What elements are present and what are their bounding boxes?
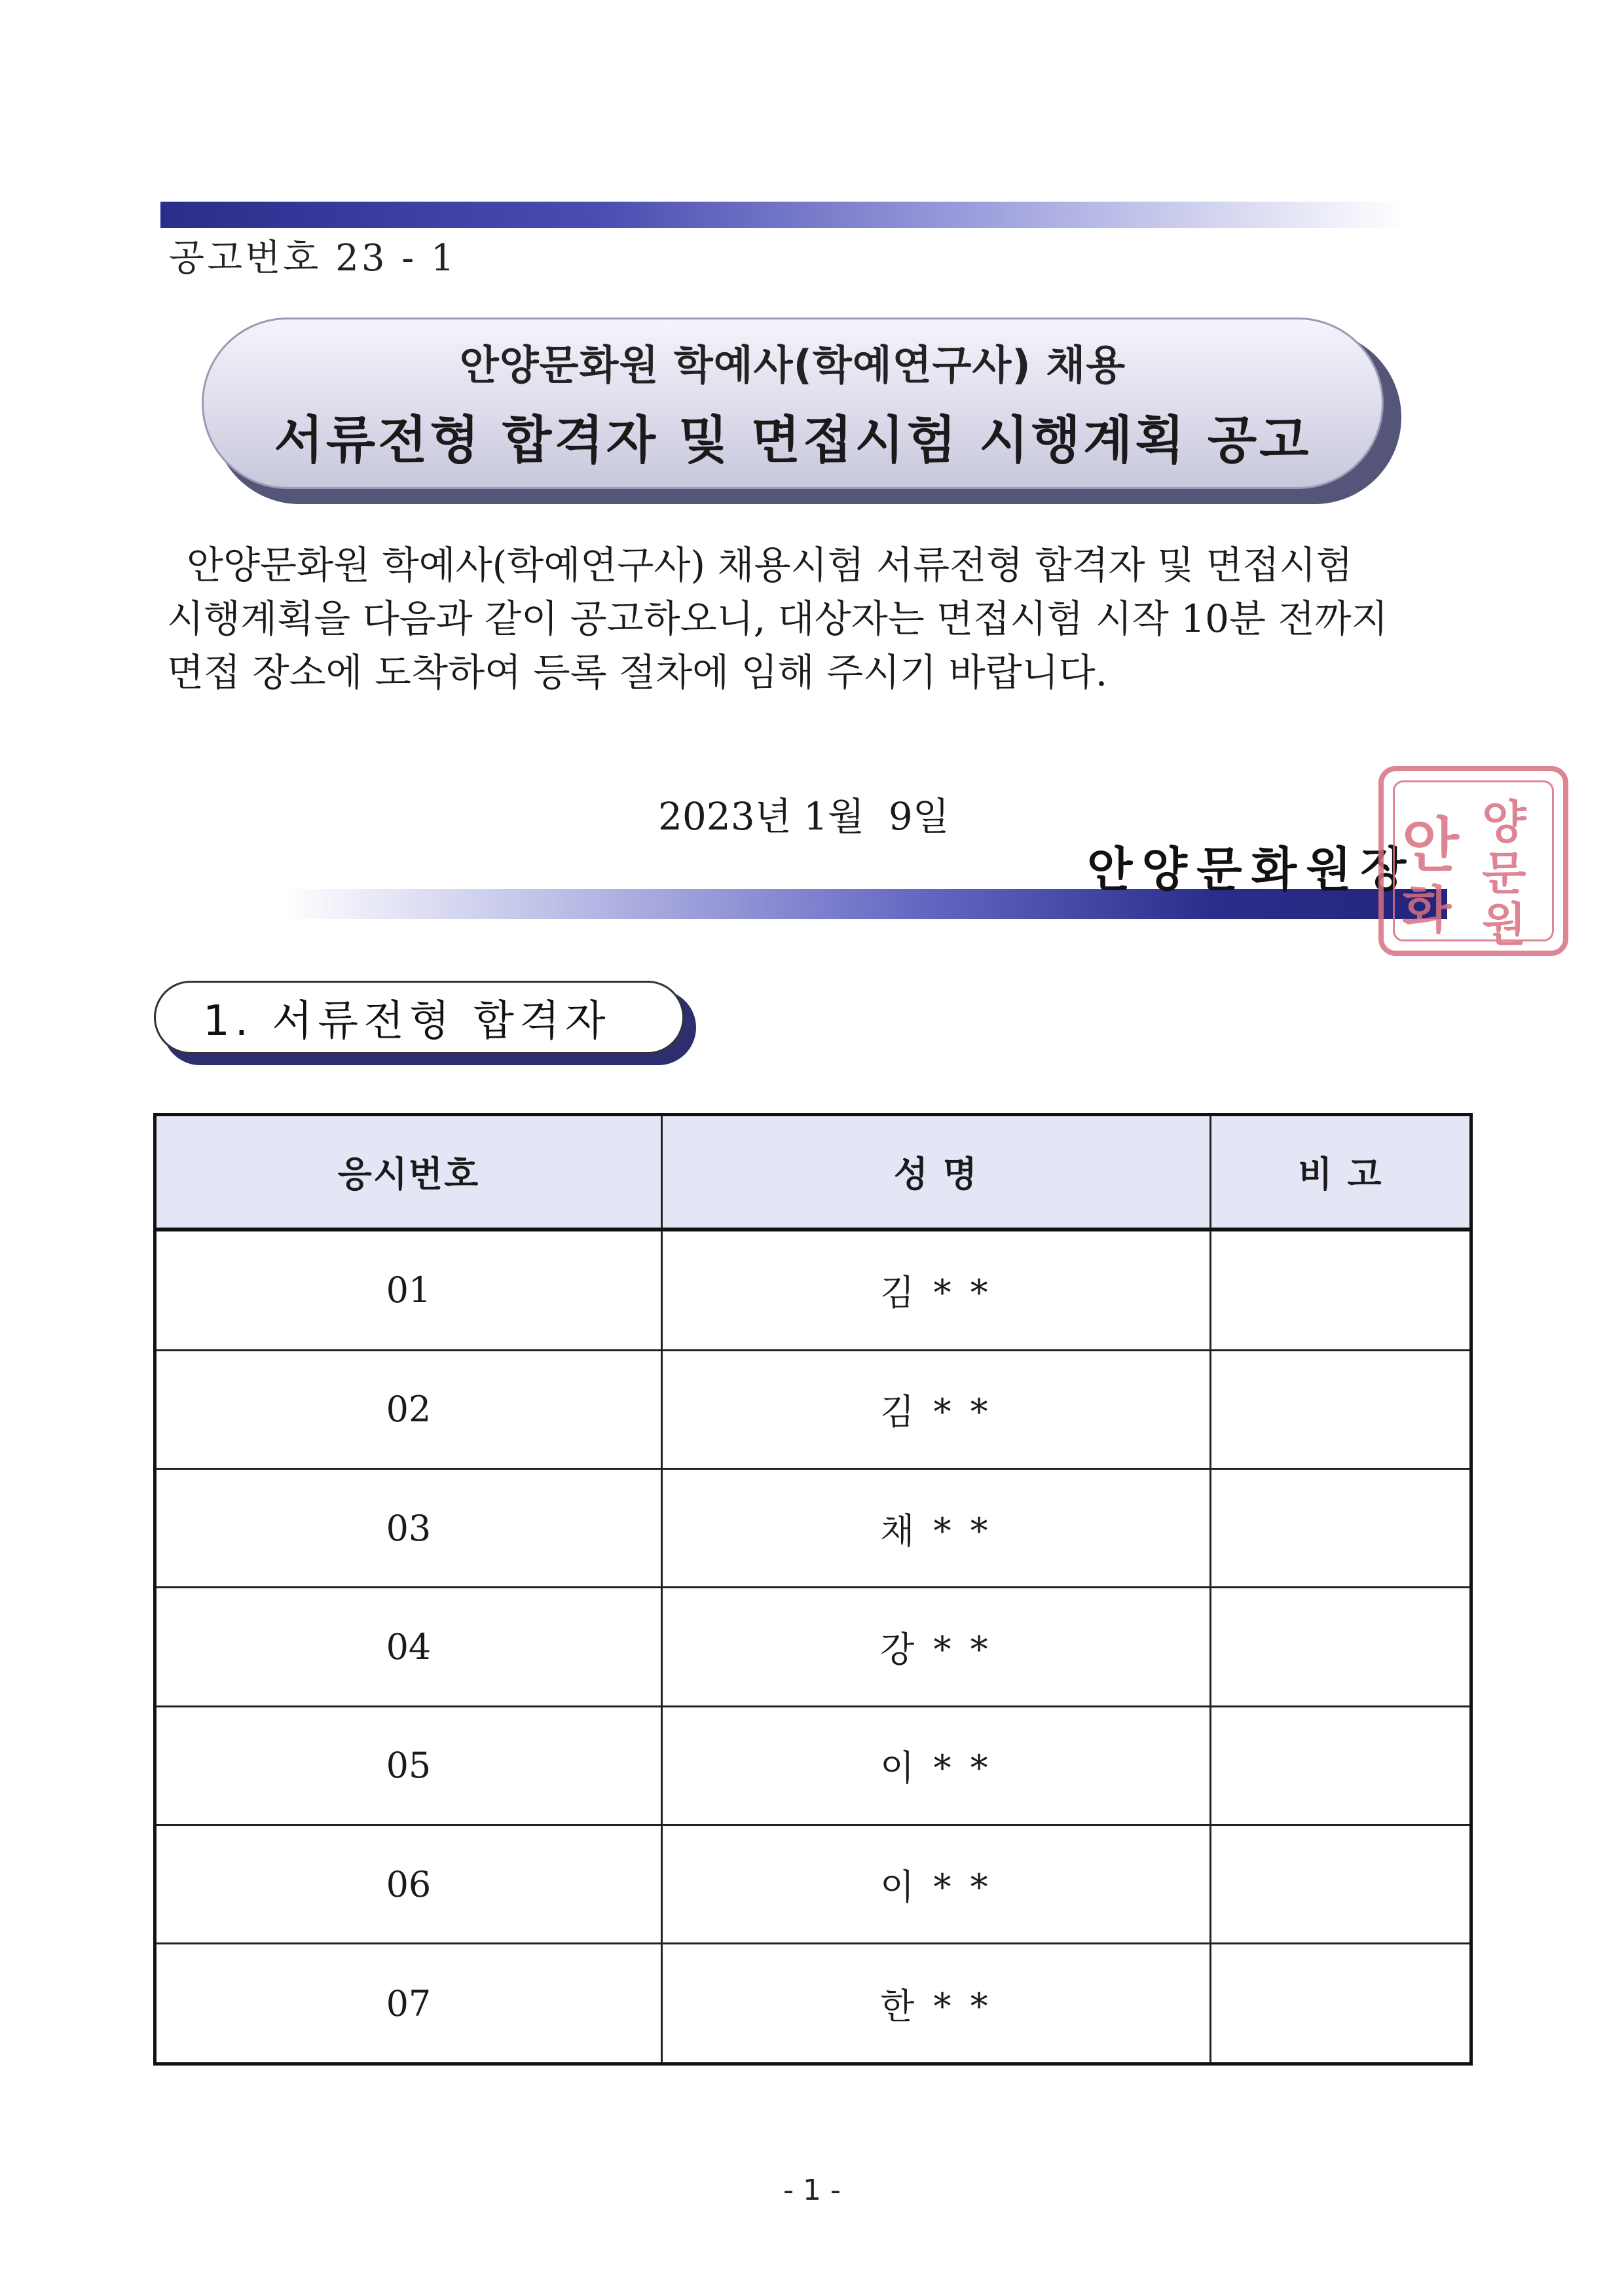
name-cell: 김 * * — [661, 1350, 1210, 1468]
exam-number-cell: 01 — [155, 1230, 662, 1351]
title-line-2: 서류전형 합격자 및 면접시험 시행계획 공고 — [274, 411, 1312, 470]
body-line-2: 시행계획을 다음과 같이 공고하오니, 대상자는 면접시험 시작 10분 전까지 — [167, 596, 1388, 641]
body-line-3: 면접 장소에 도착하여 등록 절차에 임해 주시기 바랍니다. — [167, 650, 1108, 695]
note-cell — [1211, 1350, 1471, 1468]
table-row — [155, 1230, 1471, 1351]
header-note: 비 고 — [1211, 1115, 1471, 1230]
header-exam-number: 응시번호 — [155, 1115, 662, 1230]
name-cell: 김 * * — [661, 1230, 1210, 1351]
section-heading: 1. 서류전형 합격자 — [203, 997, 611, 1046]
name-cell: 채 * * — [661, 1469, 1210, 1588]
table-row — [155, 1469, 1471, 1588]
exam-number-cell: 04 — [155, 1588, 662, 1706]
name-cell: 강 * * — [661, 1588, 1210, 1706]
official-seal-stamp — [1378, 766, 1568, 956]
table-row — [155, 1825, 1471, 1944]
page-number: - 1 - — [783, 2174, 841, 2207]
table-header-row — [155, 1115, 1471, 1230]
table-row — [155, 1350, 1471, 1468]
seal-char-5: 원 — [1482, 898, 1526, 951]
exam-number-cell: 05 — [155, 1706, 662, 1825]
table-row — [155, 1706, 1471, 1825]
seal-char-2: 양 — [1482, 795, 1526, 849]
exam-number-cell: 03 — [155, 1469, 662, 1588]
table-row — [155, 1944, 1471, 2064]
passed-candidates-table — [153, 1113, 1473, 2066]
name-cell: 이 * * — [661, 1825, 1210, 1944]
table-row — [155, 1588, 1471, 1706]
name-cell: 이 * * — [661, 1706, 1210, 1825]
seal-char-3: 문 — [1482, 847, 1526, 900]
note-cell — [1211, 1944, 1471, 2064]
notice-date: 2023년 1월 9일 — [658, 794, 950, 839]
notice-number: 공고번호 23 - 1 — [169, 237, 457, 280]
note-cell — [1211, 1588, 1471, 1706]
notice-body — [167, 538, 1460, 699]
note-cell — [1211, 1469, 1471, 1588]
body-line-1: 안양문화원 학예사(학예연구사) 채용시험 서류전형 합격자 및 면접시험 — [187, 543, 1353, 587]
seal-char-1: 안 — [1402, 811, 1459, 880]
header-name: 성 명 — [661, 1115, 1210, 1230]
note-cell — [1211, 1825, 1471, 1944]
exam-number-cell: 02 — [155, 1350, 662, 1468]
top-decorative-bar — [160, 202, 1405, 228]
note-cell — [1211, 1230, 1471, 1351]
signer-name: 안양문화원장 — [1087, 842, 1416, 897]
name-cell: 한 * * — [661, 1944, 1210, 2064]
note-cell — [1211, 1706, 1471, 1825]
exam-number-cell: 07 — [155, 1944, 662, 2064]
exam-number-cell: 06 — [155, 1825, 662, 1944]
title-line-1: 안양문화원 학예사(학예연구사) 채용 — [459, 341, 1126, 389]
seal-char-4: 화 — [1402, 881, 1452, 940]
